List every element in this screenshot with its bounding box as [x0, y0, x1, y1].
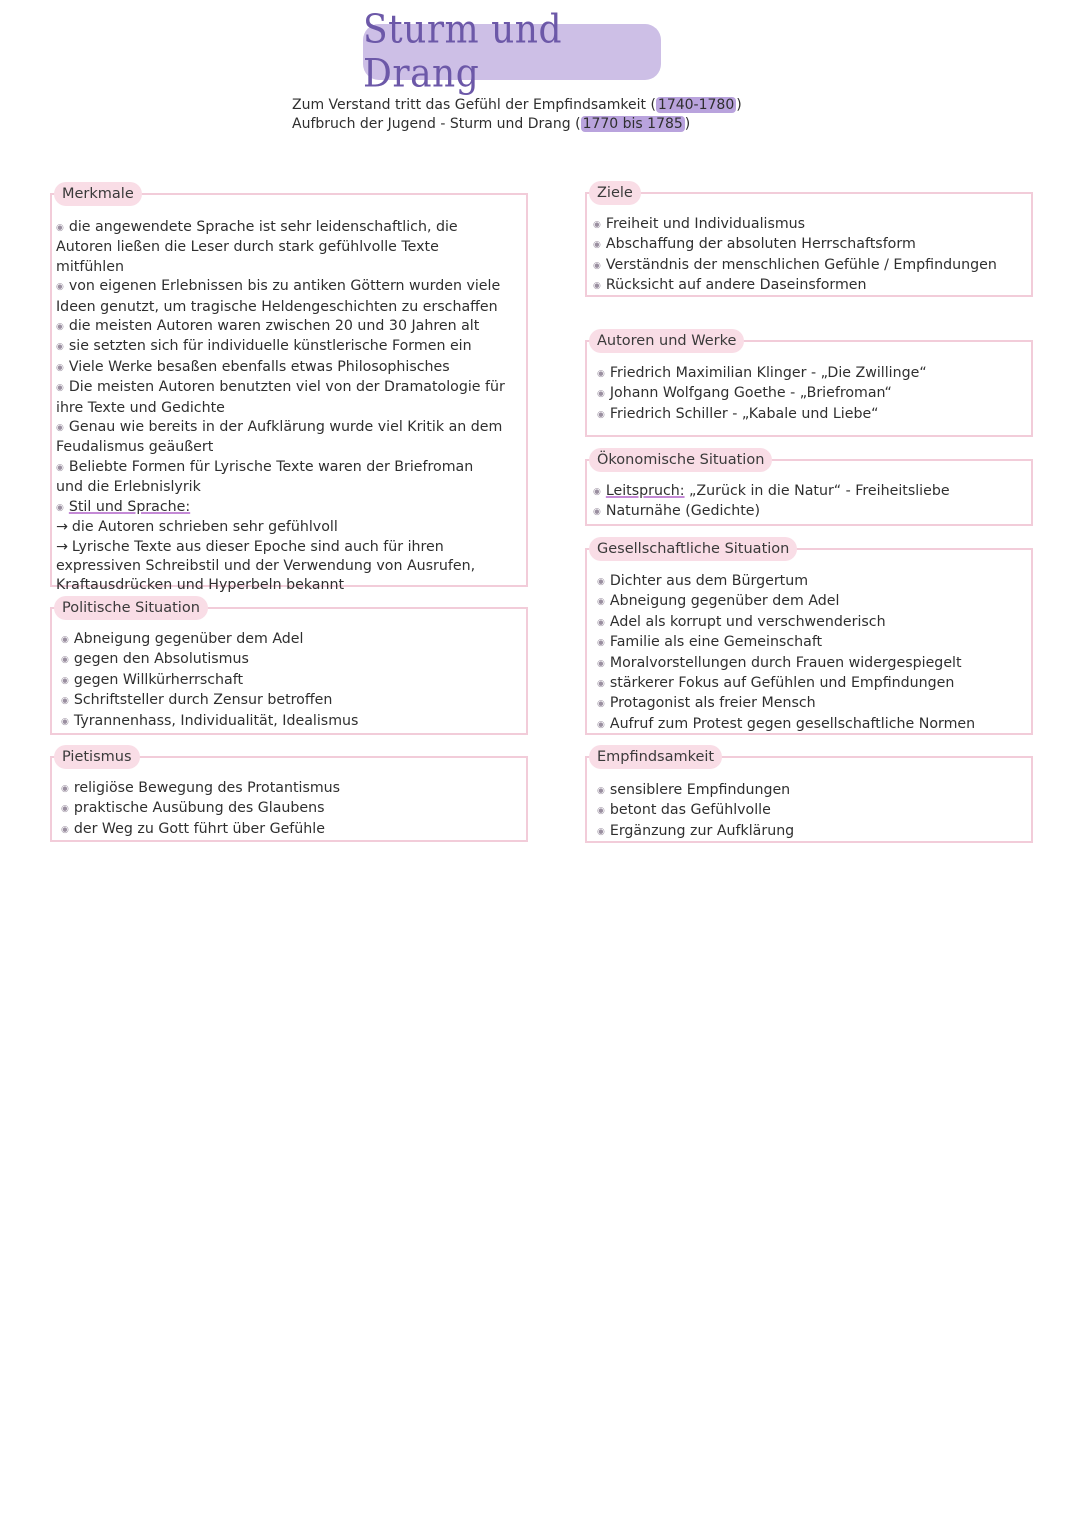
bullet-icon: ◉	[597, 658, 605, 669]
bullet-icon: ◉	[56, 342, 64, 353]
ziele-list	[593, 215, 997, 297]
list-item: Kraftausdrücken und Hyperbeln bekannt	[56, 577, 345, 594]
list-item: ◉ Protagonist als freier Mensch	[597, 695, 816, 712]
autoren-box	[585, 333, 1033, 437]
oekonomisch-box	[585, 452, 1033, 526]
bullet-icon: ◉	[597, 389, 605, 400]
politische-box	[50, 600, 528, 735]
bullet-icon: ◉	[597, 577, 605, 587]
list-item: ◉ Adel als korrupt und verschwenderisch	[597, 613, 886, 630]
list-item: ◉ Abneigung gegenüber dem Adel	[61, 631, 304, 647]
leitspruch-text: „Zurück in die Natur“ - Freiheitsliebe	[684, 483, 950, 499]
bullet-icon: ◉	[61, 696, 69, 707]
leitspruch-label: Leitspruch:	[605, 483, 685, 499]
list-item: ◉ religiöse Bewegung des Protantismus	[61, 780, 341, 796]
list-item: ◉ Viele Werke besaßen ebenfalls etwas Philosophisches	[56, 358, 450, 375]
list-item: mitfühlen	[56, 258, 124, 275]
bullet-icon: ◉	[56, 322, 64, 333]
list-item: ◉ der Weg zu Gott führt über Gefühle	[61, 820, 325, 837]
bullet-icon: ◉	[597, 719, 605, 730]
list-item: ◉ Johann Wolfgang Goethe - „Briefroman“	[597, 385, 892, 402]
list-item: ◉ Die meisten Autoren benutzten viel von der Dramatologie für	[56, 379, 505, 396]
bullet-icon: ◉	[597, 369, 605, 379]
list-item: ◉ sensiblere Empfindungen	[597, 782, 791, 798]
list-item: ◉ Verständnis der menschlichen Gefühle / Empfindungen	[593, 256, 997, 273]
arrow-right-icon: →	[56, 538, 68, 555]
list-item: Autoren ließen die Leser durch stark gefühlvolle Texte	[56, 239, 439, 256]
politische-list	[61, 630, 358, 732]
merkmale-box	[50, 186, 528, 594]
list-item: ◉ praktische Ausübung des Glaubens	[61, 800, 325, 817]
subheading: Stil und Sprache:	[68, 498, 191, 515]
autoren-list	[597, 364, 927, 425]
bullet-icon: ◉	[597, 409, 605, 420]
list-item: ◉ gegen den Absolutismus	[61, 651, 249, 668]
bullet-icon: ◉	[597, 699, 605, 710]
list-item: ◉ Naturnähe (Gedichte)	[593, 503, 761, 520]
pietismus-list	[61, 779, 340, 840]
pietismus-label: Pietismus	[54, 745, 140, 769]
bullet-icon: ◉	[597, 826, 605, 837]
list-item: expressiven Schreibstil und der Verwendung von Ausrufen,	[56, 557, 476, 574]
empfindsamkeit-list	[597, 781, 794, 842]
bullet-icon: ◉	[61, 675, 69, 686]
subtitle-line-1	[292, 96, 742, 115]
subtitle-text: Aufbruch der Jugend - Sturm und Drang (	[292, 116, 581, 132]
list-item: ◉ Schriftsteller durch Zensur betroffen	[61, 692, 333, 709]
date-highlight: 1740-1780	[657, 97, 735, 113]
bullet-icon: ◉	[593, 260, 601, 271]
merkmale-label: Merkmale	[54, 182, 142, 206]
list-item: ◉ Dichter aus dem Bürgertum	[597, 573, 809, 589]
bullet-icon: ◉	[593, 240, 601, 251]
oekonomisch-list	[593, 482, 950, 523]
list-item: ◉ stärkerer Fokus auf Gefühlen und Empfindungen	[597, 675, 955, 692]
subtitle-text: )	[684, 116, 691, 132]
bullet-icon: ◉	[597, 617, 605, 628]
list-item: ◉ Ergänzung zur Aufklärung	[597, 822, 795, 839]
arrow-right-icon: →	[56, 519, 68, 536]
list-item: Feudalismus geäußert	[56, 439, 214, 456]
list-item: → Lyrische Texte aus dieser Epoche sind auch für ihren	[56, 538, 444, 555]
bullet-icon: ◉	[597, 638, 605, 649]
gesellschaft-list	[597, 572, 975, 735]
list-item	[56, 498, 505, 518]
oekonomisch-label: Ökonomische Situation	[589, 448, 772, 472]
list-item	[593, 482, 950, 502]
list-item: ◉ Freiheit und Individualismus	[593, 216, 806, 232]
list-item: ◉ Moralvorstellungen durch Frauen widergespiegelt	[597, 654, 962, 671]
list-item: ◉ Beliebte Formen für Lyrische Texte waren der Briefroman	[56, 458, 474, 475]
list-item: ◉ sie setzten sich für individuelle künstlerische Formen ein	[56, 338, 472, 355]
gesellschaft-label: Gesellschaftliche Situation	[589, 537, 797, 561]
ziele-box	[585, 185, 1033, 297]
autoren-label: Autoren und Werke	[589, 329, 744, 353]
list-item: ◉ Familie als eine Gemeinschaft	[597, 634, 823, 651]
list-item: ◉ Rücksicht auf andere Daseinsformen	[593, 277, 867, 294]
bullet-icon: ◉	[597, 679, 605, 690]
list-item: ◉ betont das Gefühlvolle	[597, 802, 771, 819]
list-item: und die Erlebnislyrik	[56, 479, 201, 496]
pietismus-box	[50, 749, 528, 842]
list-item: ◉ Aufruf zum Protest gegen gesellschaftliche Normen	[597, 715, 976, 732]
subtitle	[292, 96, 742, 134]
empfindsamkeit-label: Empfindsamkeit	[589, 745, 722, 769]
list-item: ◉ die meisten Autoren waren zwischen 20 und 30 Jahren alt	[56, 318, 480, 335]
page-title: Sturm und Drang	[363, 7, 563, 97]
bullet-icon: ◉	[597, 597, 605, 608]
list-item: ◉ Genau wie bereits in der Aufklärung wurde viel Kritik an dem	[56, 419, 503, 436]
list-item: ◉ die angewendete Sprache ist sehr leidenschaftlich, die	[56, 219, 458, 235]
bullet-icon: ◉	[56, 383, 64, 394]
politische-label: Politische Situation	[54, 596, 208, 620]
list-item: ◉ Abneigung gegenüber dem Adel	[597, 593, 840, 610]
bullet-icon: ◉	[593, 487, 601, 497]
bullet-icon: ◉	[56, 423, 64, 434]
bullet-icon: ◉	[56, 462, 64, 473]
list-item: → die Autoren schrieben sehr gefühlvoll	[56, 519, 338, 536]
list-item: ◉ Tyrannenhass, Individualität, Idealismus	[61, 712, 359, 729]
bullet-icon: ◉	[61, 824, 69, 835]
merkmale-list	[56, 218, 505, 596]
bullet-icon: ◉	[56, 282, 64, 293]
bullet-icon: ◉	[56, 223, 64, 233]
bullet-icon: ◉	[61, 635, 69, 645]
list-item: ihre Texte und Gedichte	[56, 399, 225, 416]
date-highlight: 1770 bis 1785	[582, 116, 683, 132]
bullet-icon: ◉	[61, 716, 69, 727]
bullet-icon: ◉	[593, 507, 601, 518]
bullet-icon: ◉	[597, 786, 605, 796]
bullet-icon: ◉	[61, 655, 69, 666]
subtitle-text: Zum Verstand tritt das Gefühl der Empfindsamkeit (	[292, 97, 656, 113]
list-item: ◉ Friedrich Schiller - „Kabale und Liebe“	[597, 405, 879, 422]
bullet-icon: ◉	[593, 281, 601, 292]
list-item: ◉ von eigenen Erlebnissen bis zu antiken Göttern wurden viele	[56, 278, 501, 295]
list-item: Ideen genutzt, um tragische Heldengeschichten zu erschaffen	[56, 298, 498, 315]
bullet-icon: ◉	[597, 806, 605, 817]
bullet-icon: ◉	[593, 220, 601, 230]
bullet-icon: ◉	[56, 502, 64, 513]
list-item: ◉ gegen Willkürherrschaft	[61, 671, 244, 688]
subtitle-text: )	[736, 97, 742, 113]
bullet-icon: ◉	[61, 784, 69, 794]
list-item: ◉ Friedrich Maximilian Klinger - „Die Zwillinge“	[597, 365, 927, 381]
subtitle-line-2	[292, 115, 742, 134]
bullet-icon: ◉	[61, 804, 69, 815]
bullet-icon: ◉	[56, 362, 64, 373]
title-banner	[363, 7, 661, 97]
gesellschaft-box	[585, 541, 1033, 735]
empfindsamkeit-box	[585, 749, 1033, 843]
list-item: ◉ Abschaffung der absoluten Herrschaftsform	[593, 236, 916, 253]
ziele-label: Ziele	[589, 181, 641, 205]
